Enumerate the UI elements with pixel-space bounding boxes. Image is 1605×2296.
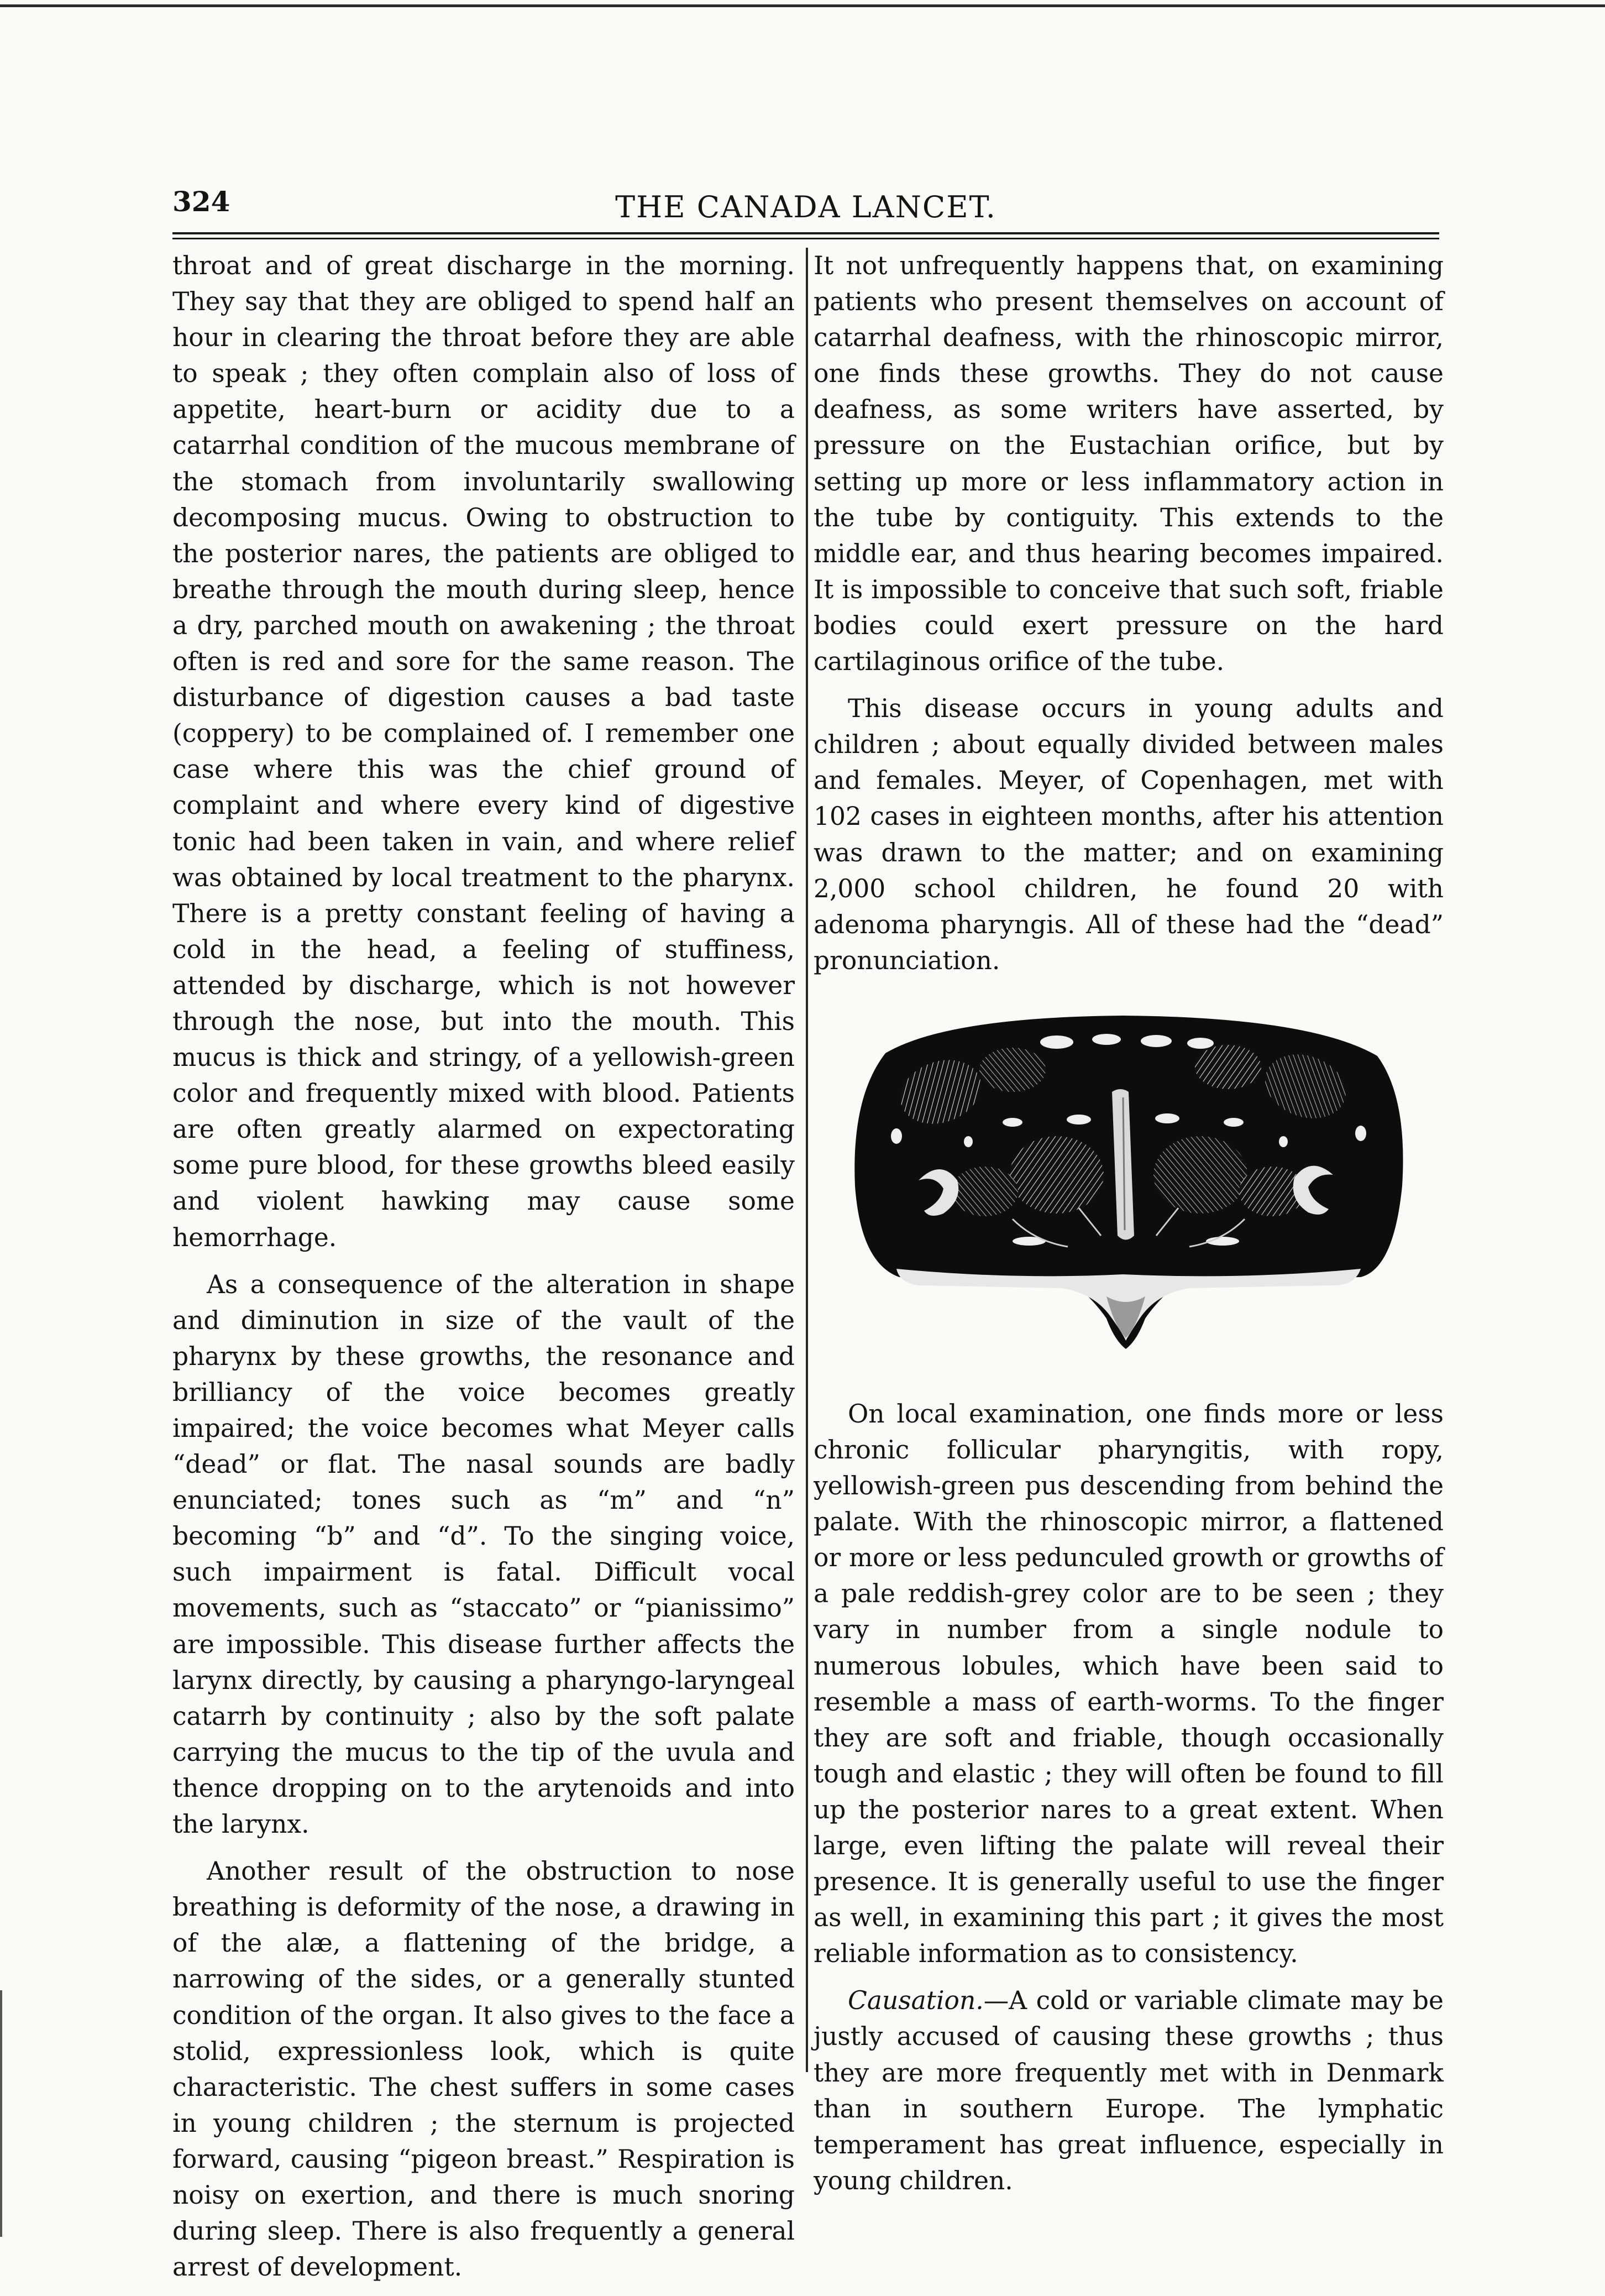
page-number: 324: [172, 185, 230, 218]
journal-title: THE CANADA LANCET.: [615, 190, 996, 224]
causation-heading: Causation.: [848, 1986, 984, 2016]
left-paragraph-2: As a consequence of the alteration in shape and diminution in size of the vault of the pharynx by these growths, the resonance and brilliancy of the voice becomes greatly impaired; the voice becomes what Meyer calls “dead” or flat. The nasal sounds are badly enunciated; tones such as “m” and “n” becoming “b” and “d”. To the singing voice, such impairment is fatal. Difficult vocal movements, such as “staccato” or “pianissimo” are impossible. This disease further affects the larynx directly, by causing a pharyngo-laryngeal catarrh by continuity ; also by the soft palate carrying the mucus to the tip of the uvula and thence dropping on to the arytenoids and into the larynx.: [172, 1269, 795, 1839]
page-header: [172, 185, 1439, 224]
left-paragraph-1: throat and of great discharge in the morning. They say that they are obliged to spend half an hour in clearing the throat before they are able to speak ; they often complain also of loss of appetite, heart-burn or acidity due to a catarrhal condition of the mucous membrane of the stomach from involuntarily swallowing decomposing mucus. Owing to obstruction to the posterior nares, the patients are obliged to breathe through the mouth during sleep, hence a dry, parched mouth on awakening ; the throat often is red and sore for the same reason. The disturbance of digestion causes a bad taste (coppery) to be complained of. I remember one case where this was the chief ground of complaint and where every kind of digestive tonic had been taken in vain, and where relief was obtained by local treatment to the pharynx. There is a pretty constant feeling of having a cold in the head, a feeling of stuffiness, attended by discharge, which is not however through the nose, but into the mouth. This mucus is thick and stringy, of a yellowish-green color and frequently mixed with blood. Patients are often greatly alarmed on expectorating some pure blood, for these growths bleed easily and violent hawking may cause some hemorrhage.: [172, 251, 795, 1252]
left-column: [172, 248, 795, 2296]
column-divider: [806, 248, 808, 2072]
right-paragraph-3: On local examination, one finds more or less chronic follicular pharyngitis, with ropy, yellowish-green pus descending from behind the palate. With the rhinoscopic mirror, a flattened or more or less pedunculed growth or growths of a pale reddish-grey color are to be seen ; they vary in number from a single nodule to numerous lobules, which have been said to resemble a mass of earth-worms. To the finger they are soft and friable, though occasionally tough and elastic ; they will often be found to fill up the posterior nares to a great extent. When large, even lifting the palate will reveal their presence. It is generally useful to use the finger as well, in examining this part ; it gives the most reliable information as to consistency.: [814, 1399, 1444, 1969]
top-edge-rule: [0, 4, 1605, 7]
header-rule-top: [172, 232, 1439, 234]
right-paragraph-2: This disease occurs in young adults and children ; about equally divided between males and females. Meyer, of Copenhagen, met with 102 cases in eighteen months, after his attention was drawn to the matter; and on examining 2,000 school children, he found 20 with adenoma pharyngis. All of these had the “dead” pronunciation.: [814, 694, 1444, 975]
right-paragraph-causation: [814, 1983, 1444, 2199]
left-paragraph-3: Another result of the obstruction to nose breathing is deformity of the nose, a drawing in of the alæ, a flattening of the bridge, a narrowing of the sides, or a generally stunted condition of the organ. It also gives to the face a stolid, expressionless look, which is quite characteristic. The chest suffers in some cases in young children ; the sternum is projected forward, causing “pigeon breast.” Respiration is noisy on exertion, and there is much snoring during sleep. There is also frequently a general arrest of development.: [172, 1856, 795, 2282]
page-edge-mark: [0, 1990, 2, 2237]
header-rule-bottom: [172, 238, 1439, 239]
right-column: [814, 248, 1444, 2210]
causation-text: —A cold or variable climate may be justly accused of causing these growths ; thus they are more frequently met with in Denmark than in southern Europe. The lymphatic temperament has great influence, especially in young children.: [814, 1986, 1444, 2195]
right-paragraph-1: It not unfrequently happens that, on examining patients who present themselves on account of catarrhal deafness, with the rhinoscopic mirror, one finds these growths. They do not cause deafness, as some writers have asserted, by pressure on the Eustachian orifice, but by setting up more or less inflammatory action in the tube by contiguity. This extends to the middle ear, and thus hearing becomes impaired. It is impossible to conceive that such soft, friable bodies could exert pressure on the hard cartilaginous orifice of the tube.: [814, 251, 1444, 677]
rhinoscopic-view-illustration: [847, 1009, 1410, 1366]
